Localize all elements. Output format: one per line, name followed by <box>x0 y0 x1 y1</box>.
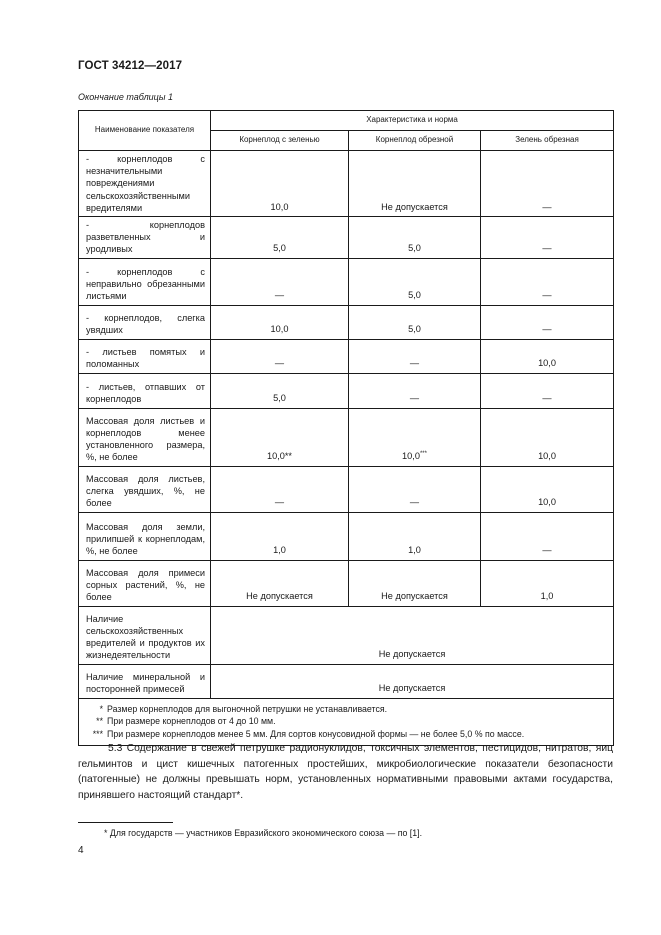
cell-value: 10,0 <box>211 305 349 339</box>
cell-value: — <box>481 512 614 560</box>
row-name: Наличие минеральной и посторонней примесей <box>79 664 211 698</box>
column-header-indicator-name: Наименование показателя <box>79 111 211 151</box>
table-footnote-mark: ** <box>96 716 103 727</box>
table-footnote-text: При размере корнеплодов от 4 до 10 мм. <box>107 716 276 727</box>
cell-value: Не допускается <box>349 151 481 217</box>
table-footnote-mark: *** <box>92 728 103 739</box>
column-header-root-with-greens: Корнеплод с зеленью <box>211 131 349 151</box>
table-footnote <box>85 703 607 716</box>
cell-value: — <box>211 339 349 373</box>
table-row <box>79 512 614 560</box>
merged-value: Не допускается <box>211 664 614 698</box>
cell-value: — <box>211 258 349 305</box>
cell-value: 1,0 <box>349 512 481 560</box>
row-name: - корнеплодов с незначительными повреждениями сельскохозяйственными вредителями <box>79 151 211 217</box>
table-row <box>79 258 614 305</box>
row-name: - листьев помятых и поломанных <box>79 339 211 373</box>
cell-value: — <box>481 151 614 217</box>
footnote-mark: ** <box>284 451 293 462</box>
page-footnote: * Для государств — участников Евразийского экономического союза — по [1]. <box>104 828 423 838</box>
cell-value: — <box>349 339 481 373</box>
cell-value <box>211 408 349 466</box>
table-row <box>79 664 614 698</box>
cell-value: 10,0 <box>481 466 614 512</box>
row-name: - корнеплодов с неправильно обрезанными листьями <box>79 258 211 305</box>
row-name: - корнеплодов разветвленных и уродливых <box>79 217 211 259</box>
cell-value: 5,0 <box>211 217 349 259</box>
document-header-title: ГОСТ 34212—2017 <box>78 60 183 72</box>
cell-value: Не допускается <box>349 560 481 606</box>
cell-value: — <box>349 373 481 408</box>
table-row <box>79 217 614 259</box>
cell-value: 1,0 <box>211 512 349 560</box>
cell-value: — <box>481 305 614 339</box>
cell-value: — <box>211 466 349 512</box>
cell-value-text: 10,0 <box>402 451 420 462</box>
row-name: Наличие сельскохозяйственных вредителей и продуктов их жизнедеятельности <box>79 606 211 664</box>
row-name: Массовая доля листьев и корнеплодов менее установленного размера, %, не более <box>79 408 211 466</box>
characteristics-table <box>78 110 614 746</box>
table-row <box>79 305 614 339</box>
table-row <box>79 339 614 373</box>
row-name: Массовая доля листьев, слегка увядших, %, не более <box>79 466 211 512</box>
table-row <box>79 408 614 466</box>
merged-value: Не допускается <box>211 606 614 664</box>
cell-value: 5,0 <box>349 305 481 339</box>
footnote-divider <box>78 822 173 823</box>
table-row <box>79 606 614 664</box>
row-name: Массовая доля примеси сорных растений, %, не более <box>79 560 211 606</box>
cell-value: 10,0 <box>481 339 614 373</box>
cell-value: 1,0 <box>481 560 614 606</box>
column-header-trimmed-greens: Зелень обрезная <box>481 131 614 151</box>
table-footnotes <box>79 698 614 746</box>
cell-value: Не допускается <box>211 560 349 606</box>
cell-value: 5,0 <box>349 258 481 305</box>
table-footnotes-row <box>79 698 614 746</box>
table-footnote <box>85 715 607 728</box>
table-footnote-text: Размер корнеплодов для выгоночной петрушки не устанавливается. <box>107 703 388 714</box>
cell-value: 5,0 <box>211 373 349 408</box>
table-row <box>79 466 614 512</box>
cell-value: 5,0 <box>349 217 481 259</box>
cell-value-text: 10,0 <box>266 451 285 462</box>
row-name: Массовая доля земли, прилипшей к корнеплодам, %, не более <box>79 512 211 560</box>
row-name: - листьев, отпавших от корнеплодов <box>79 373 211 408</box>
cell-value: — <box>481 373 614 408</box>
page-number: 4 <box>78 845 84 856</box>
table-row <box>79 151 614 217</box>
cell-value <box>349 408 481 466</box>
table-row <box>79 560 614 606</box>
column-header-trimmed-root: Корнеплод обрезной <box>349 131 481 151</box>
cell-value: — <box>481 258 614 305</box>
table-footnote-mark: * <box>99 703 103 714</box>
table-row <box>79 373 614 408</box>
footnote-mark: *** <box>419 451 427 458</box>
cell-value: 10,0 <box>481 408 614 466</box>
cell-value: — <box>349 466 481 512</box>
table-caption: Окончание таблицы 1 <box>78 92 173 102</box>
section-paragraph: 5.3 Содержание в свежей петрушке радионуклидов, токсичных элементов, пестицидов, нитратов, яиц гельминтов и цист кишечных патогенных простейших, микробиологические показатели безопасности (патогенные) не должны превышать норм, установленных нормативными правовыми актами государства, принявшего настоящий стандарт*. <box>78 743 613 801</box>
table-footnote-text: При размере корнеплодов менее 5 мм. Для сортов конусовидной формы — не более 5,0 % по массе. <box>107 728 525 739</box>
cell-value: 10,0 <box>211 151 349 217</box>
table-footnote <box>85 728 607 741</box>
row-name: - корнеплодов, слегка увядших <box>79 305 211 339</box>
cell-value: — <box>481 217 614 259</box>
column-header-group: Характеристика и норма <box>211 111 614 131</box>
